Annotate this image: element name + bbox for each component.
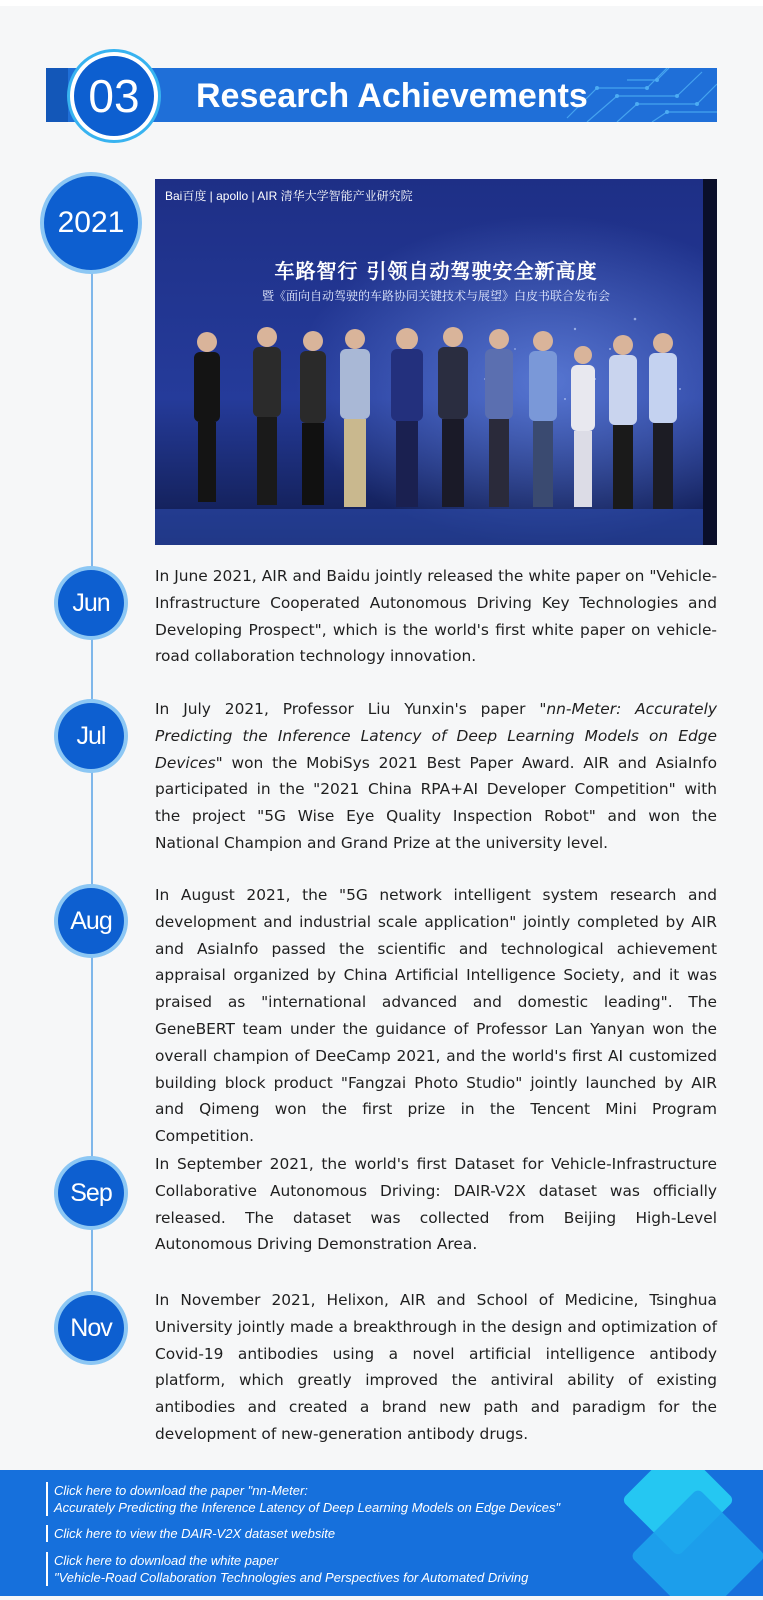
header-accent [46, 68, 68, 122]
dataset-website-link-line1[interactable]: Click here to view the DAIR-V2X dataset website [54, 1526, 336, 1541]
month-badge-nov: Nov [58, 1295, 124, 1361]
section-title: Research Achievements [196, 77, 588, 115]
entry-jun-text: In June 2021, AIR and Baidu jointly released the white paper on "Vehicle-Infrastructure Cooperated Autonomous Driving Key Technologies and Developing Prospect", which is the world's first white paper on vehicle-road collaboration technology innovation. [155, 567, 717, 666]
white-paper-link[interactable] [46, 1552, 528, 1586]
entry-jul-text [155, 696, 717, 857]
white-paper-link-line1[interactable]: Click here to download the white paper [54, 1553, 279, 1568]
white-paper-link-line2[interactable]: "Vehicle-Road Collaboration Technologies and Perspectives for Automated Driving [54, 1570, 529, 1585]
download-paper-link-line1[interactable]: Click here to download the paper "nn-Meter: [54, 1483, 308, 1498]
month-badge-jun: Jun [58, 570, 124, 636]
month-badge-jul: Jul [58, 703, 124, 769]
photo-headline: 车路智行 引领自动驾驶安全新高度 [274, 259, 598, 283]
month-badge-sep: Sep [58, 1160, 124, 1226]
event-photo-illustration [155, 179, 717, 545]
event-photo [155, 179, 717, 545]
entry-nov-text: In November 2021, Helixon, AIR and School of Medicine, Tsinghua University jointly made a breakthrough in the design and optimization of Covid-19 antibodies using a novel artificial intelligence antibody platform, which greatly improved the antiviral ability of existing antibodies and created a brand new path and paradigm for the development of new-generation antibody drugs. [155, 1291, 717, 1443]
download-paper-link[interactable] [46, 1482, 560, 1516]
download-paper-link-line2[interactable]: Accurately Predicting the Inference Latency of Deep Learning Models on Edge Devices" [54, 1500, 561, 1515]
dataset-website-link[interactable] [46, 1525, 335, 1542]
paper-title: nn-Meter: Accurately Predicting the Inference Latency of Deep Learning Models on Edge Devices [155, 700, 718, 772]
entry-jul-text-start: In July 2021, Professor Liu Yunxin's paper " [155, 700, 547, 718]
year-badge: 2021 [44, 176, 138, 270]
entry-jul-text-end: " won the MobiSys 2021 Best Paper Award. AIR and AsiaInfo participated in the "2021 China RPA+AI Developer Competition" with the project "5G Wise Eye Quality Inspection Robot" and won the National Champion and Grand Prize at the university level. [155, 753, 717, 852]
photo-subline: 暨《面向自动驾驶的车路协同关键技术与展望》白皮书联合发布会 [261, 289, 610, 303]
month-badge-aug: Aug [58, 888, 124, 954]
section-number-badge: 03 [70, 52, 158, 140]
entry-sep-text: In September 2021, the world's first Dataset for Vehicle-Infrastructure Collaborative Autonomous Driving: DAIR-V2X dataset was officially released. The dataset was collected from Beijing High-Level Autonomous Driving Demonstration Area. [155, 1155, 717, 1254]
photo-logos: Bai百度 | apollo | AIR 清华大学智能产业研究院 [165, 189, 413, 203]
entry-aug-text: In August 2021, the "5G network intelligent system research and development and industrial scale application" jointly completed by AIR and AsiaInfo passed the scientific and technological achievement appraisal organized by China Artificial Intelligence Society, and it was praised as "international advanced and domestic leading". The GeneBERT team under the guidance of Professor Lan Yanyan won the overall champion of DeeCamp 2021, and the world's first AI customized building block product "Fangzai Photo Studio" jointly launched by AIR and Qimeng won the first prize in the Tencent Mini Program Competition. [155, 886, 717, 1146]
